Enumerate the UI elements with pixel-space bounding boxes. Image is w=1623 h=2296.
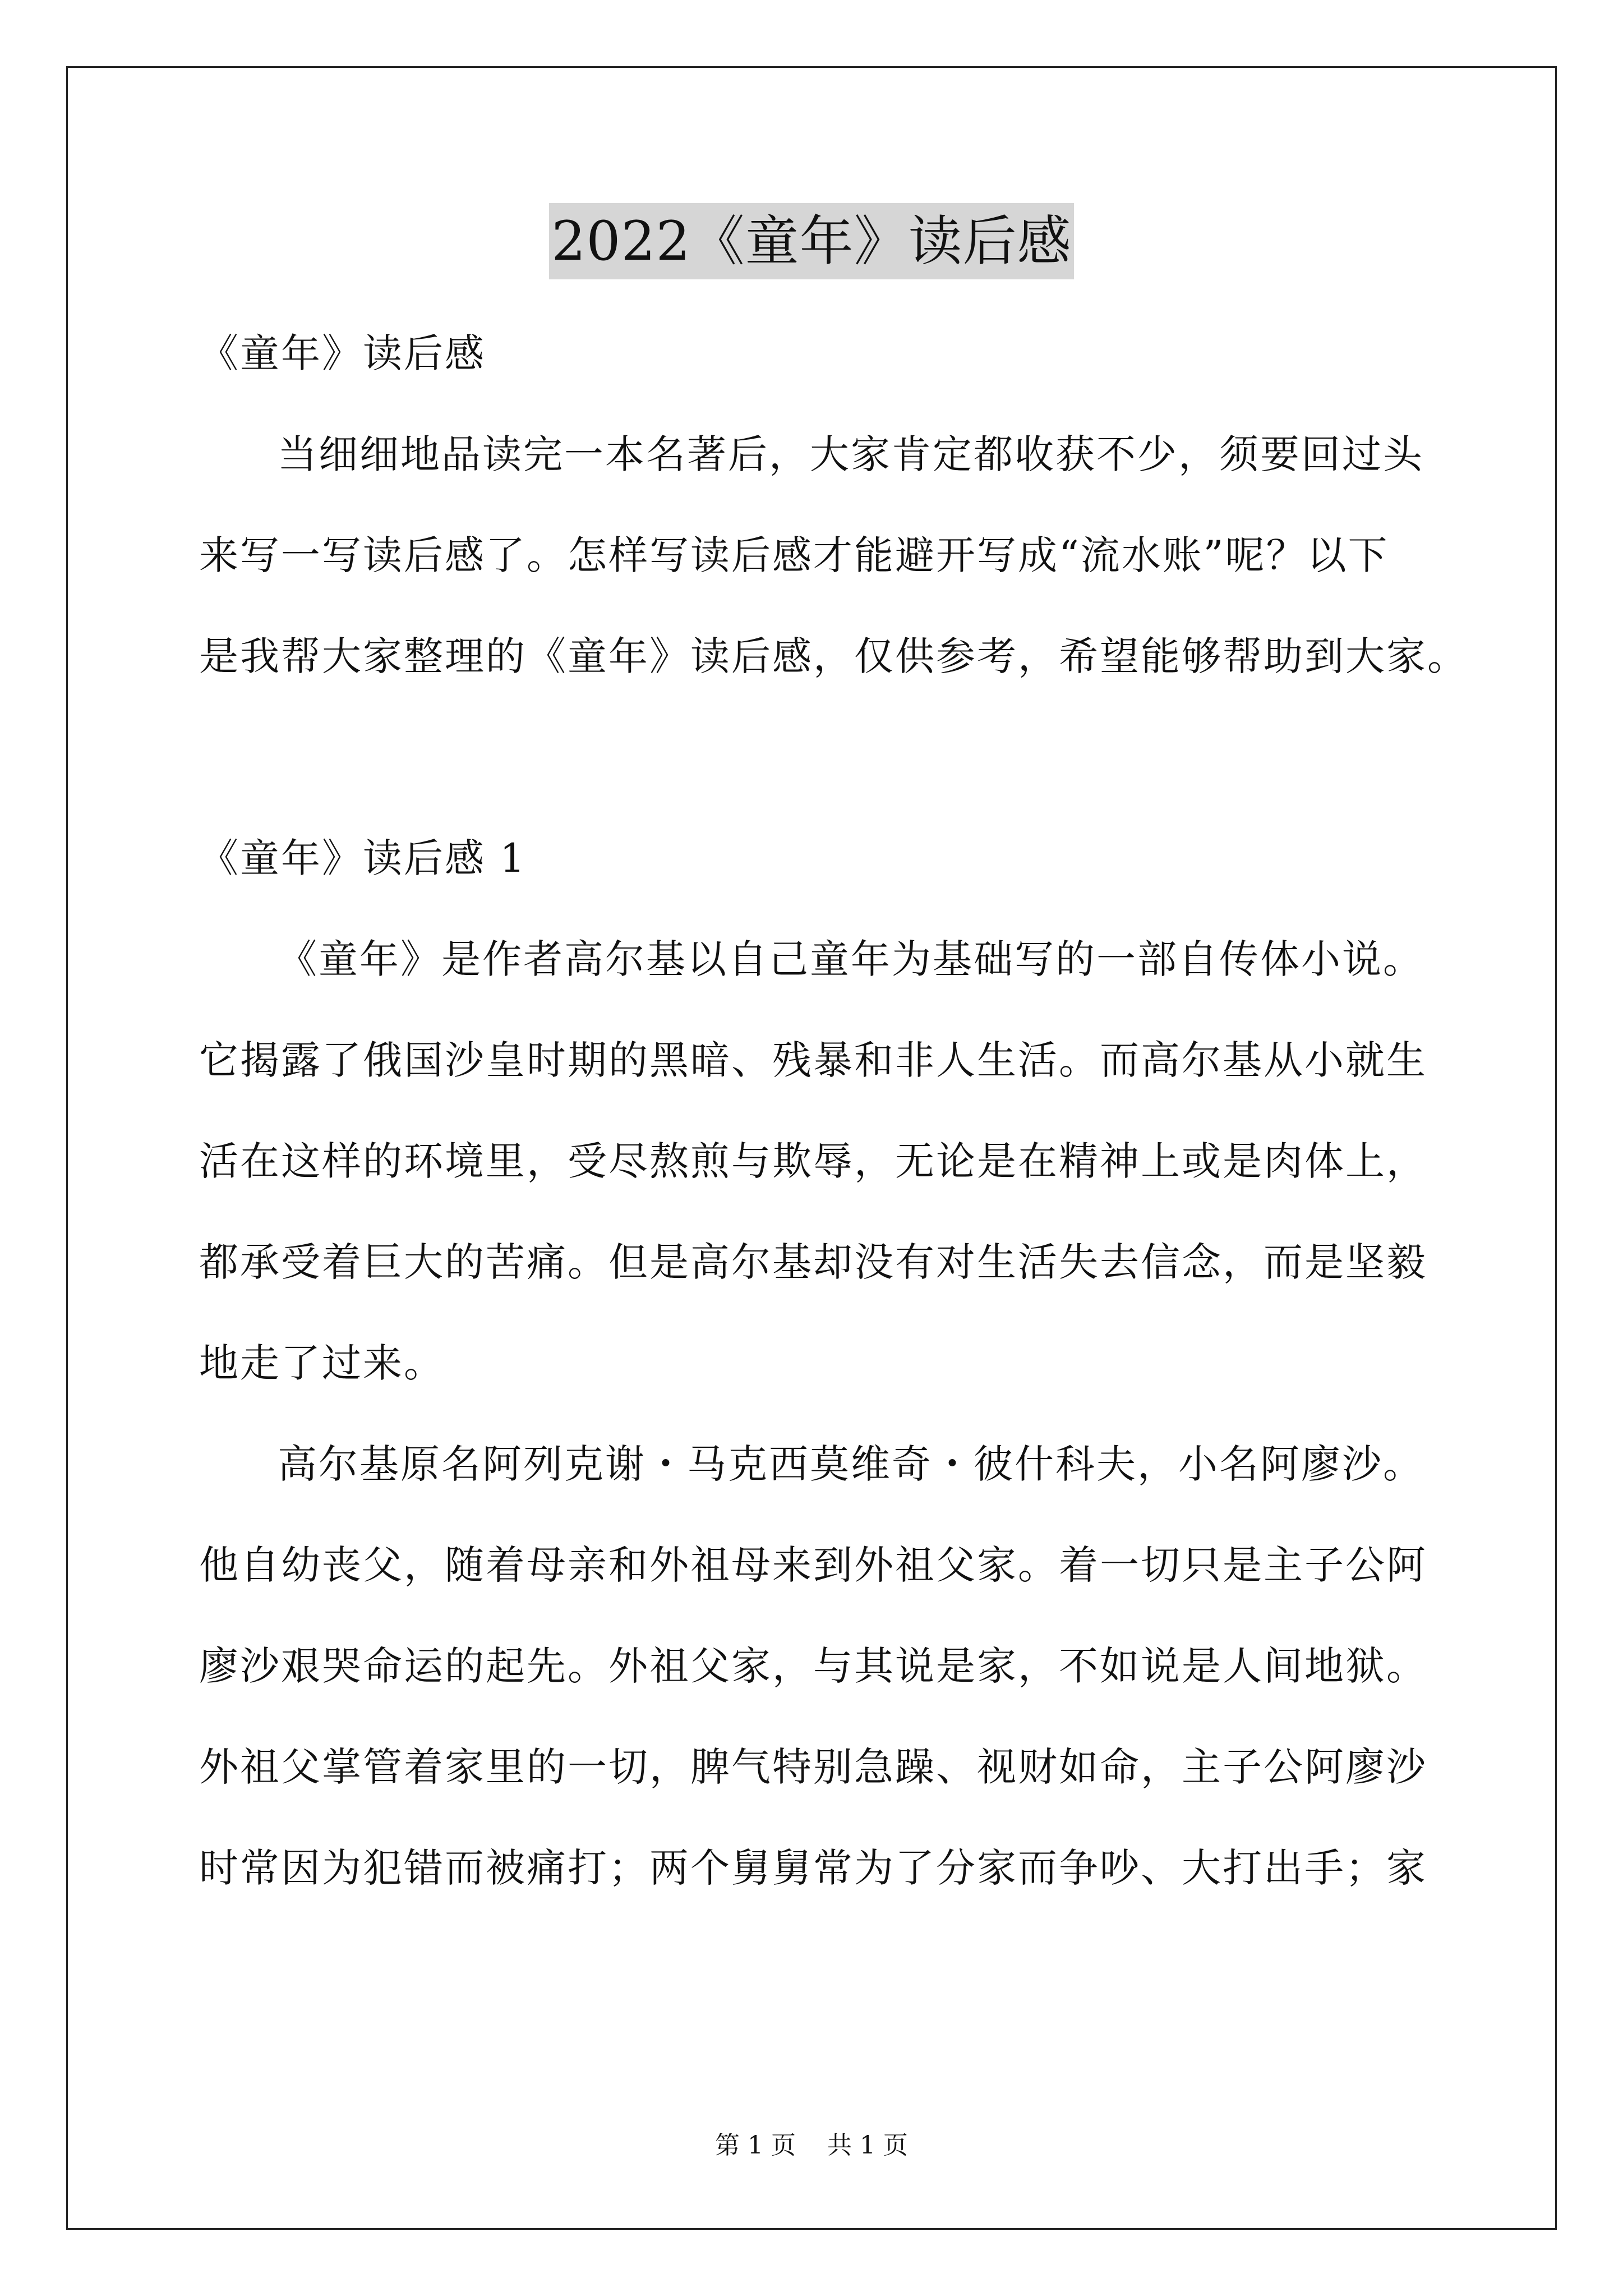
paragraph-line: 活在这样的环境里，受尽熬煎与欺辱，无论是在精神上或是肉体上，	[199, 1138, 1427, 1184]
paragraph-line: 外祖父掌管着家里的一切，脾气特别急躁、视财如命，主子公阿廖沙	[199, 1744, 1427, 1790]
paragraph-line: 高尔基原名阿列克谢・马克西莫维奇・彼什科夫，小名阿廖沙。	[278, 1441, 1424, 1487]
paragraph-line: 时常因为犯错而被痛打；两个舅舅常为了分家而争吵、大打出手；家	[199, 1845, 1427, 1891]
document-body	[199, 303, 1468, 1918]
paragraph-line: 地走了过来。	[199, 1340, 445, 1386]
paragraph-line: 《童年》是作者高尔基以自己童年为基础写的一部自传体小说。	[278, 936, 1424, 982]
section-heading: 《童年》读后感	[199, 330, 486, 376]
document-title: 2022《童年》读后感	[549, 203, 1073, 279]
paragraph-line: 他自幼丧父，随着母亲和外祖母来到外祖父家。着一切只是主子公阿	[199, 1542, 1427, 1588]
paragraph-line: 廖沙艰哭命运的起先。外祖父家，与其说是家，不如说是人间地狱。	[199, 1643, 1427, 1689]
blank-line	[199, 707, 1436, 808]
paragraph-line: 是我帮大家整理的《童年》读后感，仅供参考，希望能够帮助到大家。	[199, 633, 1468, 679]
paragraph-line: 它揭露了俄国沙皇时期的黑暗、残暴和非人生活。而高尔基从小就生	[199, 1037, 1427, 1083]
page-footer: 第 1 页 共 1 页	[715, 2131, 908, 2160]
title-wrap	[0, 203, 1623, 279]
paragraph-line: 来写一写读后感了。怎样写读后感才能避开写成“流水账”呢？以下	[199, 532, 1389, 578]
paragraph-line: 都承受着巨大的苦痛。但是高尔基却没有对生活失去信念，而是坚毅	[199, 1239, 1427, 1285]
paragraph-line: 当细细地品读完一本名著后，大家肯定都收获不少，须要回过头	[278, 431, 1424, 477]
section-heading: 《童年》读后感 1	[199, 835, 527, 881]
